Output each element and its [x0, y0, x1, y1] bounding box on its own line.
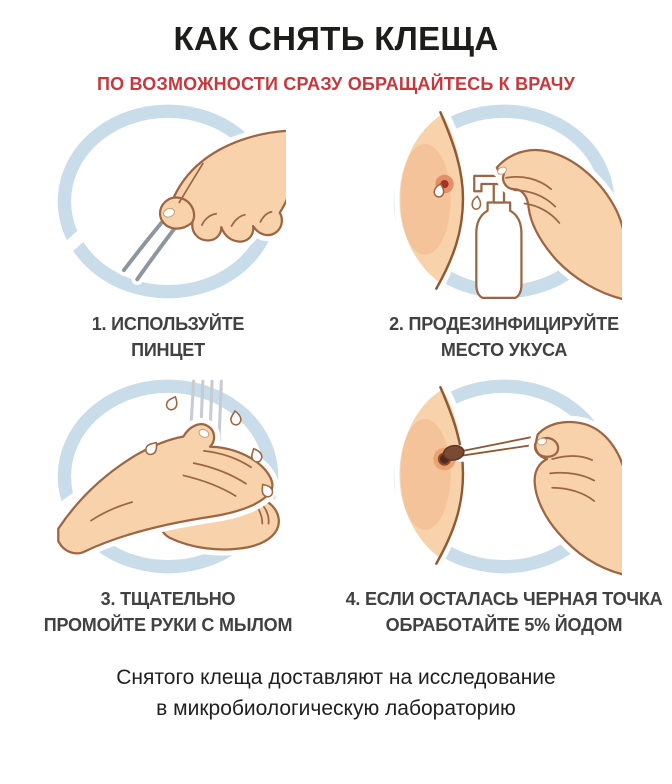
- page-title: КАК СНЯТЬ КЛЕЩА: [173, 20, 499, 57]
- caption-line: ПРОМОЙТЕ РУКИ С МЫЛОМ: [43, 615, 293, 635]
- caption-line: 3. ТЩАТЕЛЬНО: [100, 589, 236, 609]
- skin-patch: [399, 387, 463, 563]
- footer-note: [116, 662, 555, 724]
- step-2-cell: [336, 102, 672, 377]
- caption-line: МЕСТО УКУСА: [440, 340, 568, 360]
- footer-line: Снятого клеща доставляют на исследование: [116, 666, 556, 689]
- iodine-swab-illustration: [386, 377, 622, 578]
- warning-subtitle: ПО ВОЗМОЖНОСТИ СРАЗУ ОБРАЩАЙТЕСЬ К ВРАЧУ: [97, 74, 575, 94]
- steps-grid: [0, 102, 672, 652]
- wash-hands-illustration: [50, 377, 286, 578]
- step-1-cell: [0, 102, 336, 377]
- step-3-caption: [44, 586, 293, 638]
- step-2-caption: [389, 311, 619, 363]
- step-1-caption: [92, 311, 245, 363]
- footer-line: в микробиологическую лабораторию: [156, 697, 516, 720]
- caption-line: ОБРАБОТАЙТЕ 5% ЙОДОМ: [385, 615, 623, 635]
- hands-icon: [58, 424, 279, 553]
- caption-line: 1. ИСПОЛЬЗУЙТЕ: [91, 314, 245, 334]
- hand-icon: [124, 131, 286, 280]
- disinfect-illustration: [386, 102, 622, 303]
- skin-patch: [399, 112, 463, 288]
- step-4-cell: [336, 377, 672, 652]
- caption-line: 4. ЕСЛИ ОСТАЛАСЬ ЧЕРНАЯ ТОЧКА: [345, 589, 663, 609]
- tweezers-illustration: [50, 102, 286, 303]
- step-4-caption: [346, 586, 663, 638]
- step-3-cell: [0, 377, 336, 652]
- caption-line: ПИНЦЕТ: [131, 340, 205, 360]
- caption-line: 2. ПРОДЕЗИНФИЦИРУЙТЕ: [389, 314, 619, 334]
